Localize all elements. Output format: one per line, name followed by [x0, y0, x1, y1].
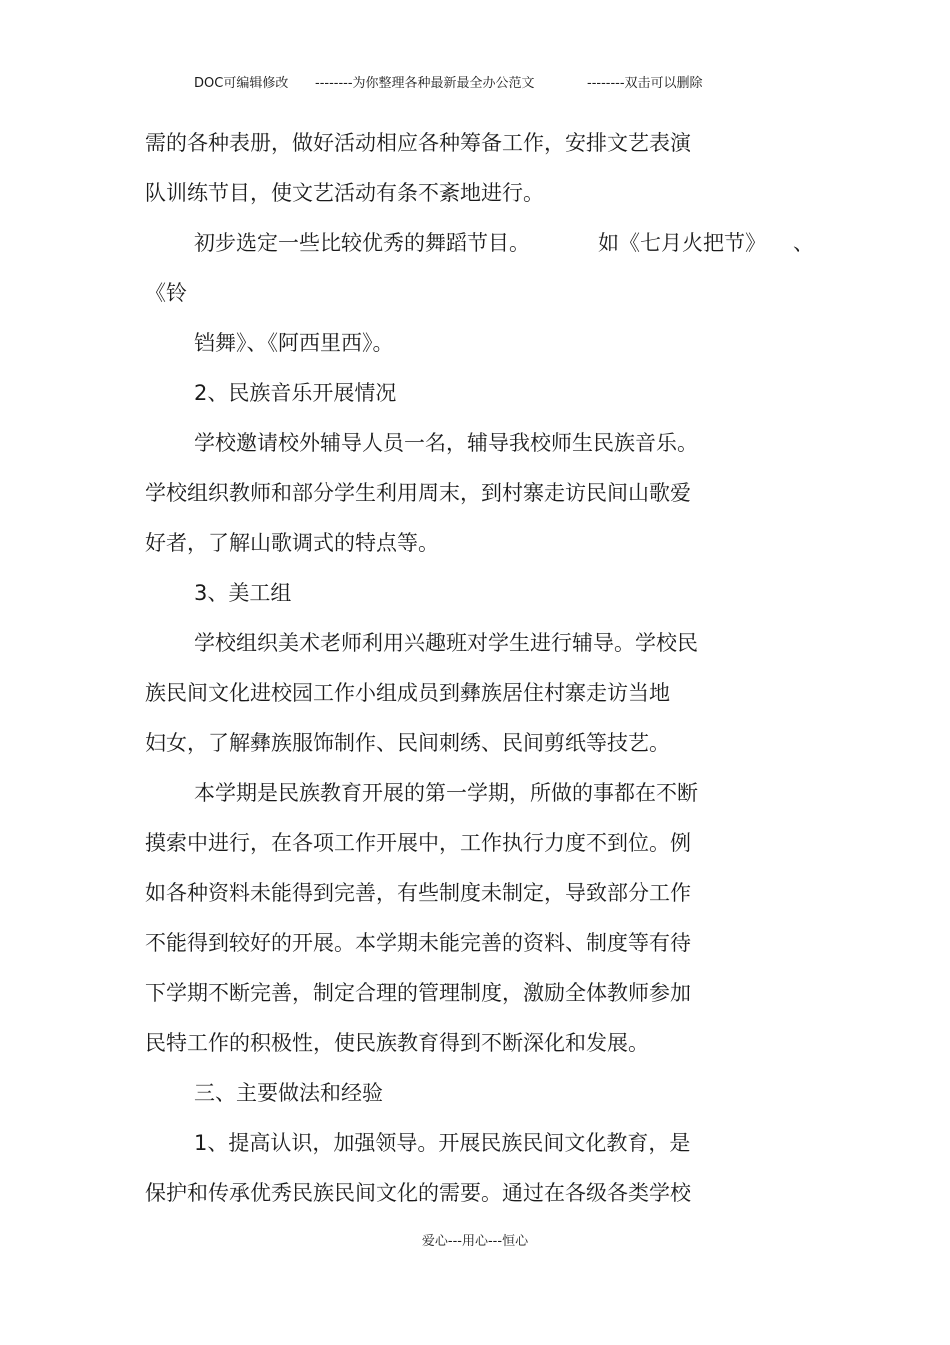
- section-heading: 2、民族音乐开展情况: [194, 381, 397, 405]
- text-line: 学校邀请校外辅导人员一名，辅导我校师生民族音乐。: [194, 431, 698, 455]
- text-line: 民特工作的积极性，使民族教育得到不断深化和发展。: [145, 1031, 649, 1055]
- text-line: 如各种资料未能得到完善，有些制度未制定，导致部分工作: [145, 881, 691, 905]
- section-heading: 三、主要做法和经验: [194, 1081, 383, 1105]
- text-line: 妇女，了解彝族服饰制作、民间刺绣、民间剪纸等技艺。: [145, 731, 670, 755]
- text-line: 需的各种表册，做好活动相应各种筹备工作，安排文艺表演: [145, 131, 691, 155]
- page-footer: 爱心---用心---恒心: [421, 1234, 529, 1249]
- text-line: 学校组织美术老师利用兴趣班对学生进行辅导。学校民: [194, 631, 698, 655]
- text-line: 初步选定一些比较优秀的舞蹈节目。 如《七月火把节》 、: [194, 231, 814, 255]
- text-line: 队训练节目，使文艺活动有条不紊地进行。: [145, 181, 544, 205]
- header-right: --------双击可以删除: [587, 76, 703, 91]
- text-line: 《铃: [145, 281, 187, 305]
- header-middle: --------为你整理各种最新最全办公范文: [315, 76, 535, 91]
- section-heading: 3、美工组: [194, 581, 292, 605]
- text-line: 下学期不断完善，制定合理的管理制度，激励全体教师参加: [145, 981, 691, 1005]
- text-line: 不能得到较好的开展。本学期未能完善的资料、制度等有待: [145, 931, 691, 955]
- text-line: 1、提高认识，加强领导。开展民族民间文化教育，是: [194, 1131, 691, 1155]
- text-line: 本学期是民族教育开展的第一学期，所做的事都在不断: [194, 781, 698, 805]
- text-line: 学校组织教师和部分学生利用周末，到村寨走访民间山歌爱: [145, 481, 691, 505]
- text-line: 铛舞》、《阿西里西》。: [194, 331, 394, 355]
- text-line: 好者，了解山歌调式的特点等。: [145, 531, 439, 555]
- text-line: 保护和传承优秀民族民间文化的需要。通过在各级各类学校: [145, 1181, 691, 1205]
- text-line: 族民间文化进校园工作小组成员到彝族居住村寨走访当地: [145, 681, 670, 705]
- text-line: 摸索中进行，在各项工作开展中，工作执行力度不到位。例: [145, 831, 691, 855]
- page-header: [0, 72, 950, 94]
- header-left: DOC可编辑修改: [194, 76, 289, 91]
